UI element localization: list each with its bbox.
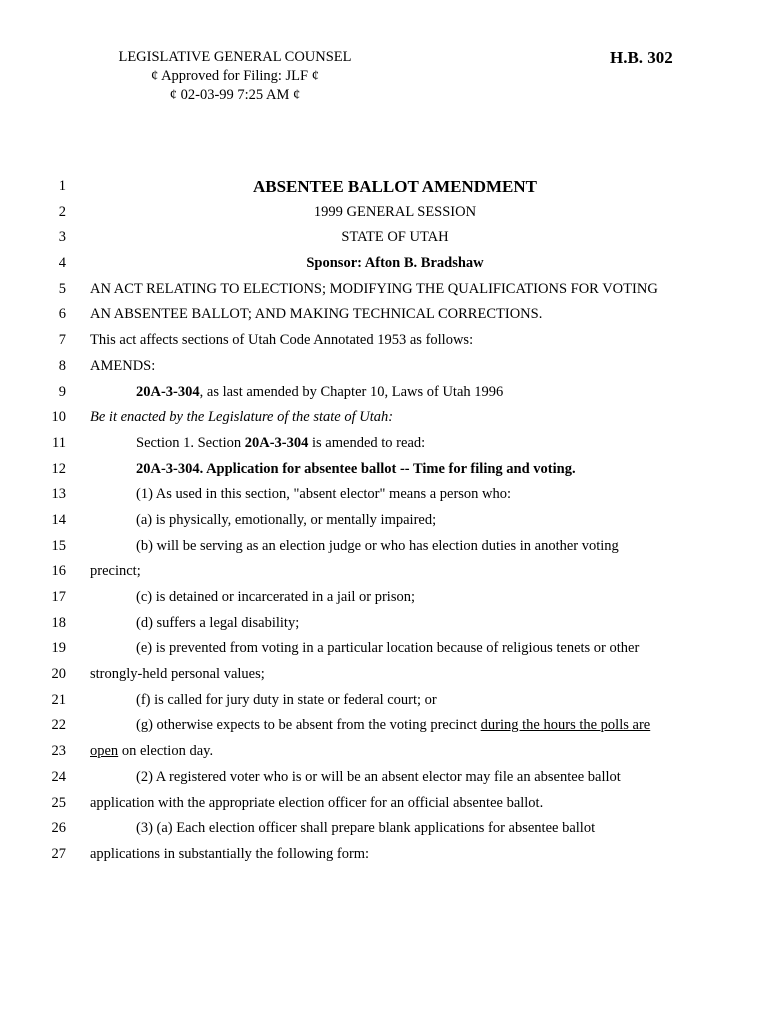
line-number: 24 xyxy=(51,768,66,785)
inserted-text: open xyxy=(90,743,119,760)
line-20 xyxy=(0,662,770,688)
line-13 xyxy=(0,482,770,508)
line-26 xyxy=(0,816,770,842)
bill-title: ABSENTEE BALLOT AMENDMENT xyxy=(252,177,538,196)
bill-number: H.B. 302 xyxy=(610,48,673,67)
line-text xyxy=(90,713,700,739)
line-text: applications in substantially the following form: xyxy=(90,845,370,862)
line-21 xyxy=(0,688,770,714)
line-number: 17 xyxy=(51,589,66,605)
line-text xyxy=(90,380,700,406)
sponsor: Sponsor: Afton B. Bradshaw xyxy=(306,255,484,272)
line-text: (e) is prevented from voting in a particular location because of religious tenets or other xyxy=(136,640,640,657)
line-number: 2 xyxy=(58,203,66,220)
approval-stamp: ¢ Approved for Filing: JLF ¢ xyxy=(151,68,319,84)
line-number: 22 xyxy=(51,717,66,734)
line-text-pre: (g) otherwise expects to be absent from the voting precinct xyxy=(136,717,481,734)
line-text xyxy=(90,431,700,457)
line-text xyxy=(90,739,700,765)
line-text: (2) A registered voter who is or will be an absent elector may file an absentee ballot xyxy=(136,768,621,785)
line-2 xyxy=(0,200,770,226)
section-ref: 20A-3-304 xyxy=(136,383,200,400)
line-6 xyxy=(0,302,770,328)
line-16 xyxy=(0,559,770,585)
line-5 xyxy=(0,277,770,303)
line-number: 16 xyxy=(51,563,66,580)
line-text: (3) (a) Each election officer shall prepare blank applications for absentee ballot xyxy=(136,820,596,837)
line-number: 3 xyxy=(58,229,66,246)
line-number: 9 xyxy=(58,383,66,400)
line-text: precinct; xyxy=(90,563,141,580)
line-text: (f) is called for jury duty in state or federal court; or xyxy=(136,691,437,708)
bill-text xyxy=(0,174,770,868)
line-number: 13 xyxy=(51,486,66,503)
approval-timestamp: ¢ 02-03-99 7:25 AM ¢ xyxy=(169,87,301,103)
office-name: LEGISLATIVE GENERAL COUNSEL xyxy=(118,49,352,65)
line-text: This act affects sections of Utah Code Annotated 1953 as follows: xyxy=(90,332,474,349)
line-text-post: on election day. xyxy=(118,743,214,760)
section-heading: 20A-3-304. Application for absentee ballot -- Time for filing and voting. xyxy=(136,460,576,477)
line-17 xyxy=(0,585,770,611)
line-4 xyxy=(0,251,770,277)
line-23 xyxy=(0,739,770,765)
section-ref: 20A-3-304 xyxy=(244,434,309,451)
line-text: (1) As used in this section, "absent elector" means a person who: xyxy=(136,486,512,503)
line-number: 14 xyxy=(51,511,66,528)
line-text-rest: , as last amended by Chapter 10, Laws of Utah 1996 xyxy=(199,383,504,400)
line-number: 7 xyxy=(58,332,66,349)
line-number: 18 xyxy=(51,614,66,631)
line-text: (c) is detained or incarcerated in a jail or prison; xyxy=(136,589,416,605)
state: STATE OF UTAH xyxy=(341,229,449,246)
line-text: AMENDS: xyxy=(90,357,156,374)
line-11 xyxy=(0,431,770,457)
line-number: 20 xyxy=(51,666,66,683)
line-number: 1 xyxy=(58,178,66,194)
line-number: 21 xyxy=(51,691,66,708)
line-7 xyxy=(0,328,770,354)
line-number: 23 xyxy=(51,743,66,760)
enacting-clause: Be it enacted by the Legislature of the state of Utah: xyxy=(90,409,394,426)
line-number: 11 xyxy=(52,434,66,451)
line-text: (d) suffers a legal disability; xyxy=(136,614,300,631)
line-3 xyxy=(0,225,770,251)
session: 1999 GENERAL SESSION xyxy=(313,203,477,220)
line-9 xyxy=(0,380,770,406)
line-number: 25 xyxy=(51,794,66,811)
line-19 xyxy=(0,636,770,662)
line-1 xyxy=(0,174,770,200)
line-number: 12 xyxy=(51,460,66,477)
line-12 xyxy=(0,457,770,483)
line-number: 26 xyxy=(51,820,66,837)
line-number: 6 xyxy=(58,306,66,323)
line-number: 27 xyxy=(51,845,66,862)
line-15 xyxy=(0,534,770,560)
line-text: AN ABSENTEE BALLOT; AND MAKING TECHNICAL CORRECTIONS. xyxy=(90,306,543,323)
line-text: application with the appropriate election officer for an official absentee ballot. xyxy=(90,794,544,811)
line-24 xyxy=(0,765,770,791)
line-text: (a) is physically, emotionally, or mentally impaired; xyxy=(136,511,437,528)
line-text: (b) will be serving as an election judge or who has election duties in another voting xyxy=(136,537,619,554)
line-number: 4 xyxy=(58,255,66,272)
line-number: 5 xyxy=(58,280,66,297)
line-25 xyxy=(0,791,770,817)
line-27 xyxy=(0,842,770,868)
line-22 xyxy=(0,713,770,739)
line-number: 19 xyxy=(51,640,66,657)
line-number: 8 xyxy=(58,357,66,374)
line-18 xyxy=(0,611,770,637)
line-text-post: is amended to read: xyxy=(308,434,426,451)
line-10 xyxy=(0,405,770,431)
line-text: strongly-held personal values; xyxy=(90,666,265,683)
line-number: 15 xyxy=(51,537,66,554)
line-number: 10 xyxy=(51,409,66,426)
inserted-text: during the hours the polls are xyxy=(480,717,651,734)
line-text-pre: Section 1. Section xyxy=(136,434,245,451)
line-text: AN ACT RELATING TO ELECTIONS; MODIFYING THE QUALIFICATIONS FOR VOTING xyxy=(90,280,658,297)
document-header xyxy=(100,48,370,105)
line-8 xyxy=(0,354,770,380)
line-14 xyxy=(0,508,770,534)
